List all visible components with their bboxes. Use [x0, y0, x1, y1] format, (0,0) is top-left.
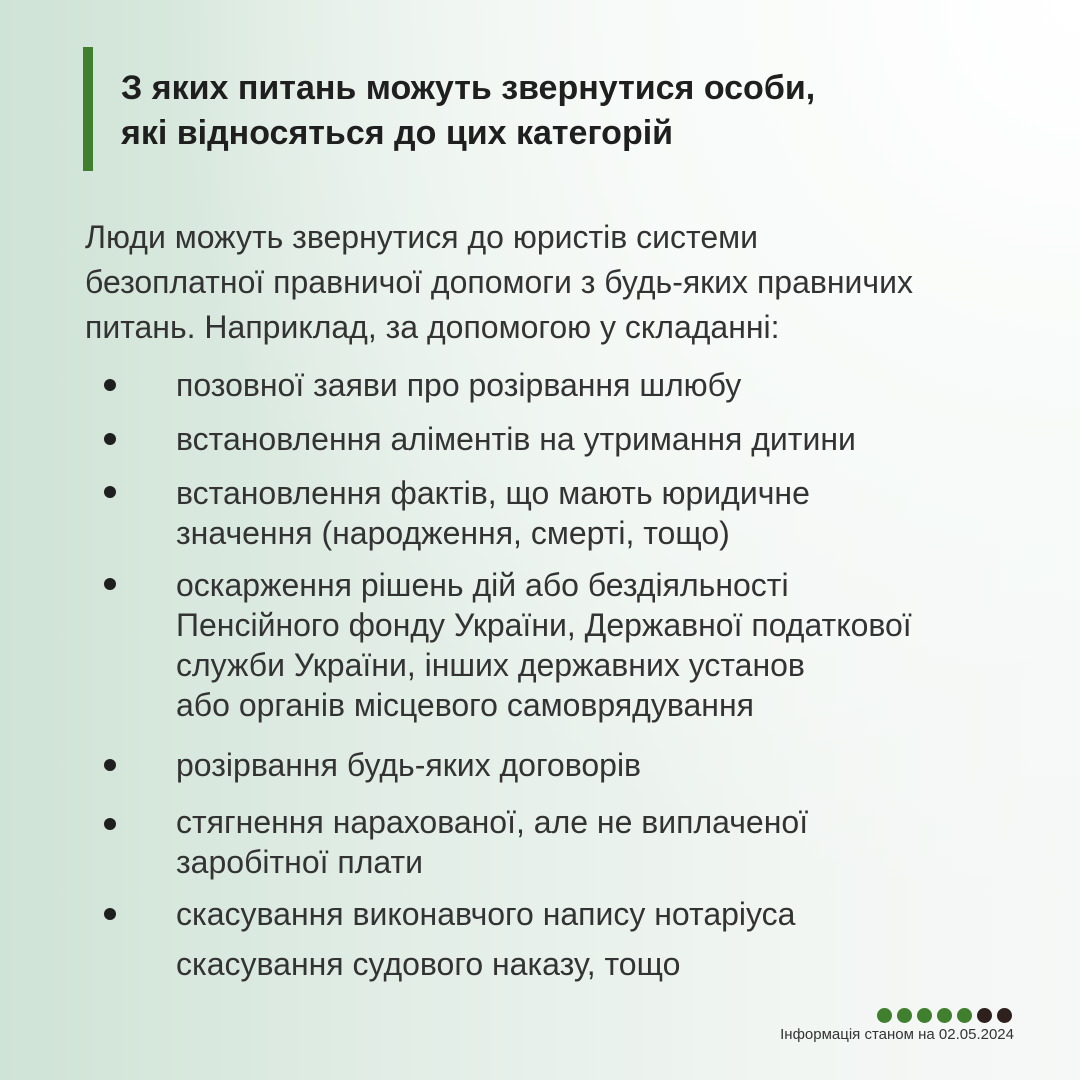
list-item-line: розірвання будь-яких договорів [176, 747, 642, 783]
bullet-dot [104, 379, 116, 391]
title-line: які відносяться до цих категорій [121, 114, 674, 152]
progress-dot-active [937, 1008, 952, 1023]
title-line: З яких питань можуть звернутися особи, [121, 69, 816, 107]
list-item-line: оскарження рішень дій або бездіяльності [176, 567, 789, 603]
bullet-dot [104, 578, 116, 590]
title-accent-bar [83, 47, 93, 171]
list-item-line: Пенсійного фонду України, Державної податкової [176, 607, 912, 643]
list-item-line: стягнення нарахованої, але не виплаченої [176, 804, 809, 840]
bullet-dot [104, 486, 116, 498]
bullet-dot [104, 818, 116, 830]
intro-line: безоплатної правничої допомоги з будь-яких правничих [85, 264, 913, 300]
list-item-text [176, 565, 1036, 725]
list-item-line: служби України, інших державних установ [176, 647, 805, 683]
progress-dot-active [957, 1008, 972, 1023]
footer-date-note: Інформація станом на 02.05.2024 [780, 1026, 1014, 1043]
progress-dot-active [897, 1008, 912, 1023]
intro-line: питань. Наприклад, за допомогою у складанні: [85, 309, 780, 345]
list-item-text [176, 894, 1036, 984]
progress-dot-active [877, 1008, 892, 1023]
intro-paragraph [85, 215, 1035, 350]
list-item-line: встановлення фактів, що мають юридичне [176, 475, 810, 511]
page-title [121, 66, 1021, 156]
list-item-text [176, 745, 1036, 785]
bullet-dot [104, 908, 116, 920]
progress-dot-active [917, 1008, 932, 1023]
intro-line: Люди можуть звернутися до юристів системи [85, 219, 759, 255]
progress-indicator [877, 1008, 1012, 1023]
list-item-text [176, 365, 1036, 405]
list-item-line: скасування судового наказу, тощо [176, 946, 681, 982]
list-item-text [176, 802, 1036, 882]
progress-dot-inactive [997, 1008, 1012, 1023]
progress-dot-inactive [977, 1008, 992, 1023]
bullet-dot [104, 433, 116, 445]
list-item-line: заробітної плати [176, 844, 424, 880]
list-item-text [176, 473, 1036, 553]
list-item-line: встановлення аліментів на утримання дитини [176, 421, 856, 457]
list-item-line: скасування виконавчого напису нотаріуса [176, 896, 796, 932]
list-item-line: значення (народження, смерті, тощо) [176, 515, 730, 551]
list-item-line: позовної заяви про розірвання шлюбу [176, 367, 742, 403]
bullet-dot [104, 759, 116, 771]
list-item-line: або органів місцевого самоврядування [176, 687, 754, 723]
list-item-text [176, 419, 1036, 459]
